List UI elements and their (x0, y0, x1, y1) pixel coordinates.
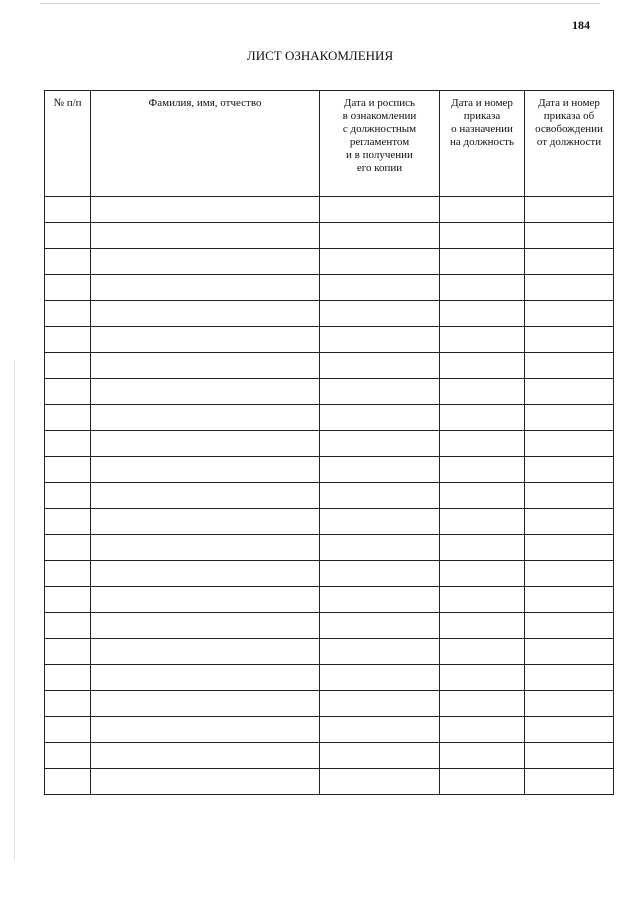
table-cell (440, 613, 525, 639)
table-cell (440, 379, 525, 405)
table-cell (45, 717, 91, 743)
header-line: с должностным (342, 123, 417, 135)
table-cell (320, 613, 440, 639)
header-line: Дата и номер (451, 97, 513, 109)
table-cell (45, 379, 91, 405)
table-cell (320, 327, 440, 353)
table-cell (320, 353, 440, 379)
table-row (45, 405, 614, 431)
table-cell (320, 223, 440, 249)
table-cell (525, 665, 614, 691)
table-row (45, 327, 614, 353)
table-cell (320, 743, 440, 769)
header-line: приказа (463, 110, 501, 122)
table-cell (440, 639, 525, 665)
header-line: Дата и номер (538, 97, 600, 109)
table-cell (440, 717, 525, 743)
table-cell (91, 587, 320, 613)
table-row (45, 535, 614, 561)
table-cell (525, 717, 614, 743)
table-row (45, 613, 614, 639)
table-cell (320, 405, 440, 431)
header-line: освобождении (535, 123, 603, 135)
table-cell (525, 379, 614, 405)
table-cell (525, 691, 614, 717)
table-cell (320, 691, 440, 717)
table-cell (91, 717, 320, 743)
table-row (45, 509, 614, 535)
table-cell (440, 561, 525, 587)
table-cell (440, 431, 525, 457)
table-cell (525, 223, 614, 249)
header-line: Фамилия, имя, отчество (148, 97, 262, 109)
table-cell (91, 639, 320, 665)
table-cell (525, 457, 614, 483)
column-header-signature-date (320, 91, 440, 197)
table-cell (440, 405, 525, 431)
table-cell (525, 509, 614, 535)
table-row (45, 691, 614, 717)
header-line: на должность (450, 136, 514, 148)
header-line: его копии (356, 162, 403, 174)
table-cell (45, 743, 91, 769)
table-cell (91, 535, 320, 561)
table-cell (525, 535, 614, 561)
table-cell (45, 405, 91, 431)
table-cell (91, 769, 320, 795)
table-cell (320, 483, 440, 509)
table-cell (440, 535, 525, 561)
table-row (45, 769, 614, 795)
table-cell (440, 275, 525, 301)
table-cell (320, 535, 440, 561)
table-cell (320, 639, 440, 665)
table-cell (45, 301, 91, 327)
table-body (45, 197, 614, 795)
table-cell (91, 743, 320, 769)
table-cell (440, 665, 525, 691)
table-cell (525, 353, 614, 379)
column-header-number (45, 91, 91, 197)
table-cell (525, 613, 614, 639)
table-row (45, 353, 614, 379)
table-cell (525, 743, 614, 769)
table-row (45, 275, 614, 301)
table-row (45, 743, 614, 769)
table-row (45, 301, 614, 327)
header-line: № п/п (53, 97, 82, 109)
table-cell (320, 665, 440, 691)
acknowledgement-table (44, 90, 614, 795)
table-cell (91, 431, 320, 457)
table-cell (440, 769, 525, 795)
table-row (45, 587, 614, 613)
table-cell (45, 535, 91, 561)
table-cell (91, 457, 320, 483)
table-cell (45, 249, 91, 275)
column-header-dismissal-order (525, 91, 614, 197)
table-row (45, 665, 614, 691)
table-row (45, 639, 614, 665)
table-cell (440, 301, 525, 327)
table-cell (320, 431, 440, 457)
table-cell (45, 483, 91, 509)
table-cell (320, 379, 440, 405)
table-cell (91, 275, 320, 301)
table-cell (91, 405, 320, 431)
table-cell (91, 561, 320, 587)
table-cell (525, 301, 614, 327)
table-cell (525, 431, 614, 457)
table-cell (91, 353, 320, 379)
page-number: 184 (572, 18, 590, 32)
header-line: и в получении (346, 149, 413, 161)
table-cell (320, 457, 440, 483)
table-cell (440, 509, 525, 535)
table-cell (91, 665, 320, 691)
table-row (45, 249, 614, 275)
table-row (45, 197, 614, 223)
table-cell (320, 301, 440, 327)
table-cell (440, 587, 525, 613)
table-cell (525, 327, 614, 353)
table-cell (440, 457, 525, 483)
table-cell (320, 509, 440, 535)
header-line: регламентом (349, 136, 410, 148)
table-cell (440, 353, 525, 379)
table-cell (45, 587, 91, 613)
table-cell (45, 769, 91, 795)
table-cell (320, 249, 440, 275)
header-line: Дата и роспись (343, 97, 416, 109)
table-cell (320, 769, 440, 795)
table-cell (45, 665, 91, 691)
table-row (45, 223, 614, 249)
table-cell (45, 639, 91, 665)
header-line: о назначении (451, 123, 513, 135)
table-cell (91, 327, 320, 353)
table-cell (91, 483, 320, 509)
table-cell (320, 587, 440, 613)
column-header-full-name (91, 91, 320, 197)
table-cell (440, 197, 525, 223)
table-cell (320, 197, 440, 223)
table-cell (45, 457, 91, 483)
table-cell (525, 769, 614, 795)
table-cell (525, 405, 614, 431)
table-cell (525, 249, 614, 275)
table-cell (525, 561, 614, 587)
table-cell (320, 275, 440, 301)
table-row (45, 561, 614, 587)
header-line: приказа об (543, 110, 595, 122)
table-cell (45, 275, 91, 301)
table-row (45, 457, 614, 483)
table-cell (45, 223, 91, 249)
table-cell (320, 717, 440, 743)
table-cell (440, 743, 525, 769)
table-cell (525, 275, 614, 301)
table-cell (91, 691, 320, 717)
table-cell (91, 249, 320, 275)
table-row (45, 431, 614, 457)
table-cell (91, 509, 320, 535)
table-cell (440, 249, 525, 275)
table-cell (45, 691, 91, 717)
table-cell (525, 197, 614, 223)
table-cell (91, 379, 320, 405)
table-cell (440, 483, 525, 509)
table-row (45, 717, 614, 743)
table-cell (525, 483, 614, 509)
table-cell (91, 613, 320, 639)
table-row (45, 483, 614, 509)
table-cell (45, 327, 91, 353)
page-title: ЛИСТ ОЗНАКОМЛЕНИЯ (246, 48, 394, 63)
table-cell (91, 197, 320, 223)
column-header-appointment-order (440, 91, 525, 197)
table-cell (91, 301, 320, 327)
table-cell (320, 561, 440, 587)
table-cell (45, 431, 91, 457)
table-row (45, 379, 614, 405)
table-cell (45, 353, 91, 379)
table-cell (440, 223, 525, 249)
table-cell (45, 561, 91, 587)
table-cell (525, 639, 614, 665)
header-line: от должности (536, 136, 602, 148)
table-header-row (45, 91, 614, 197)
scan-edge-top (40, 3, 600, 4)
scan-edge-left (14, 360, 15, 860)
table-cell (440, 327, 525, 353)
table-cell (91, 223, 320, 249)
table-cell (45, 197, 91, 223)
table-cell (45, 509, 91, 535)
header-line: в ознакомлении (342, 110, 417, 122)
table-cell (45, 613, 91, 639)
table-cell (525, 587, 614, 613)
table-cell (440, 691, 525, 717)
